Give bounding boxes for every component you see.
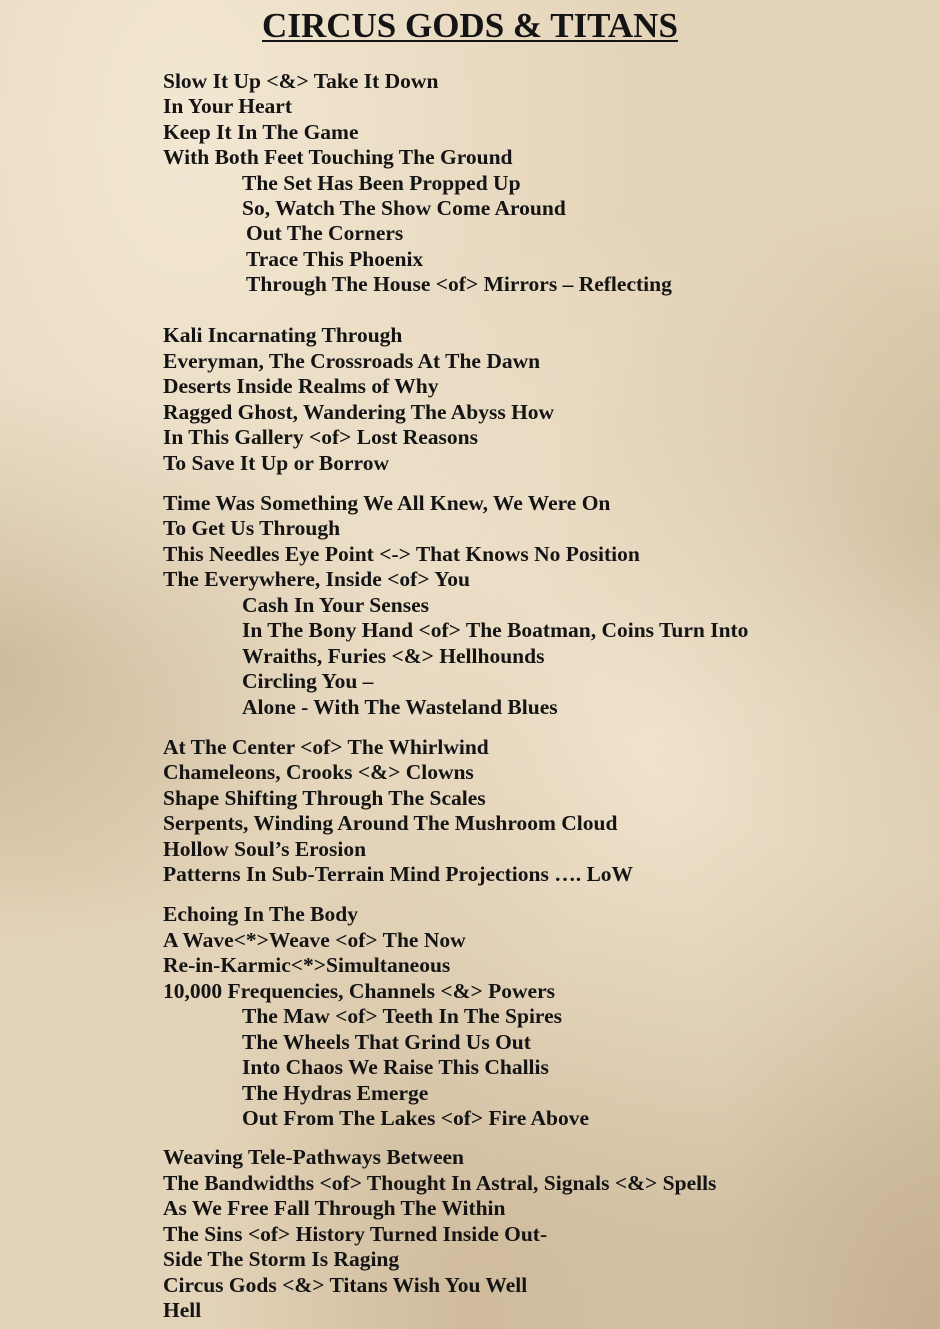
poem-line: With Both Feet Touching The Ground bbox=[163, 145, 513, 169]
poem-line: So, Watch The Show Come Around bbox=[242, 196, 566, 220]
poem-line: Into Chaos We Raise This Challis bbox=[242, 1055, 549, 1079]
poem-line: Everyman, The Crossroads At The Dawn bbox=[163, 349, 541, 373]
poem-line: Kali Incarnating Through bbox=[163, 323, 403, 347]
poem-line: Deserts Inside Realms of Why bbox=[163, 374, 439, 398]
poem-line: Time Was Something We All Knew, We Were On bbox=[163, 491, 611, 515]
poem-line: To Get Us Through bbox=[163, 516, 341, 540]
poem-line: In This Gallery <of> Lost Reasons bbox=[163, 425, 478, 449]
poem-line: Cash In Your Senses bbox=[242, 593, 429, 617]
poem-line: Shape Shifting Through The Scales bbox=[163, 786, 486, 810]
poem-line: Serpents, Winding Around The Mushroom Cloud bbox=[163, 811, 618, 835]
poem-line: Out The Corners bbox=[246, 221, 404, 245]
poem-line: 10,000 Frequencies, Channels <&> Powers bbox=[163, 979, 555, 1003]
poem-line: The Sins <of> History Turned Inside Out- bbox=[163, 1222, 548, 1246]
poem-line: Side The Storm Is Raging bbox=[163, 1247, 400, 1271]
poem-line: Re-in-Karmic<*>Simultaneous bbox=[163, 953, 451, 977]
poem-line: Through The House <of> Mirrors – Reflecting bbox=[246, 272, 672, 296]
poem-line: Weaving Tele-Pathways Between bbox=[163, 1145, 464, 1169]
poem-line: Circling You – bbox=[242, 669, 374, 693]
poem-line: The Bandwidths <of> Thought In Astral, Signals <&> Spells bbox=[163, 1171, 717, 1195]
poem-line: Out From The Lakes <of> Fire Above bbox=[242, 1106, 590, 1130]
poem-line: The Maw <of> Teeth In The Spires bbox=[242, 1004, 562, 1028]
poem-line: Ragged Ghost, Wandering The Abyss How bbox=[163, 400, 555, 424]
poem-line: In Your Heart bbox=[163, 94, 292, 118]
poem-line: Chameleons, Crooks <&> Clowns bbox=[163, 760, 474, 784]
poem-line: The Everywhere, Inside <of> You bbox=[163, 567, 470, 591]
poem-line: Hell bbox=[163, 1298, 202, 1322]
poem-line: To Save It Up or Borrow bbox=[163, 451, 389, 475]
poem-line: Trace This Phoenix bbox=[246, 247, 424, 271]
poem-line: Circus Gods <&> Titans Wish You Well bbox=[163, 1273, 528, 1297]
poem-line: Hollow Soul’s Erosion bbox=[163, 837, 367, 861]
poem-line: Patterns In Sub-Terrain Mind Projections …. LoW bbox=[163, 862, 634, 886]
poem-line: Echoing In The Body bbox=[163, 902, 358, 926]
page-title: CIRCUS GODS & TITANS bbox=[262, 6, 678, 45]
poem-line: The Hydras Emerge bbox=[242, 1081, 429, 1105]
poem-line: A Wave<*>Weave <of> The Now bbox=[163, 928, 466, 952]
poem-line: At The Center <of> The Whirlwind bbox=[163, 735, 489, 759]
poem-line: The Set Has Been Propped Up bbox=[242, 171, 521, 195]
poem-line: Keep It In The Game bbox=[163, 120, 359, 144]
poem-line: Alone - With The Wasteland Blues bbox=[242, 695, 558, 719]
poem-line: This Needles Eye Point <-> That Knows No Position bbox=[163, 542, 640, 566]
poem-line: As We Free Fall Through The Within bbox=[163, 1196, 506, 1220]
poem-line: The Wheels That Grind Us Out bbox=[242, 1030, 531, 1054]
poem-line: Slow It Up <&> Take It Down bbox=[163, 69, 439, 93]
poem-line: Wraiths, Furies <&> Hellhounds bbox=[242, 644, 545, 668]
poem-line: In The Bony Hand <of> The Boatman, Coins Turn Into bbox=[242, 618, 749, 642]
